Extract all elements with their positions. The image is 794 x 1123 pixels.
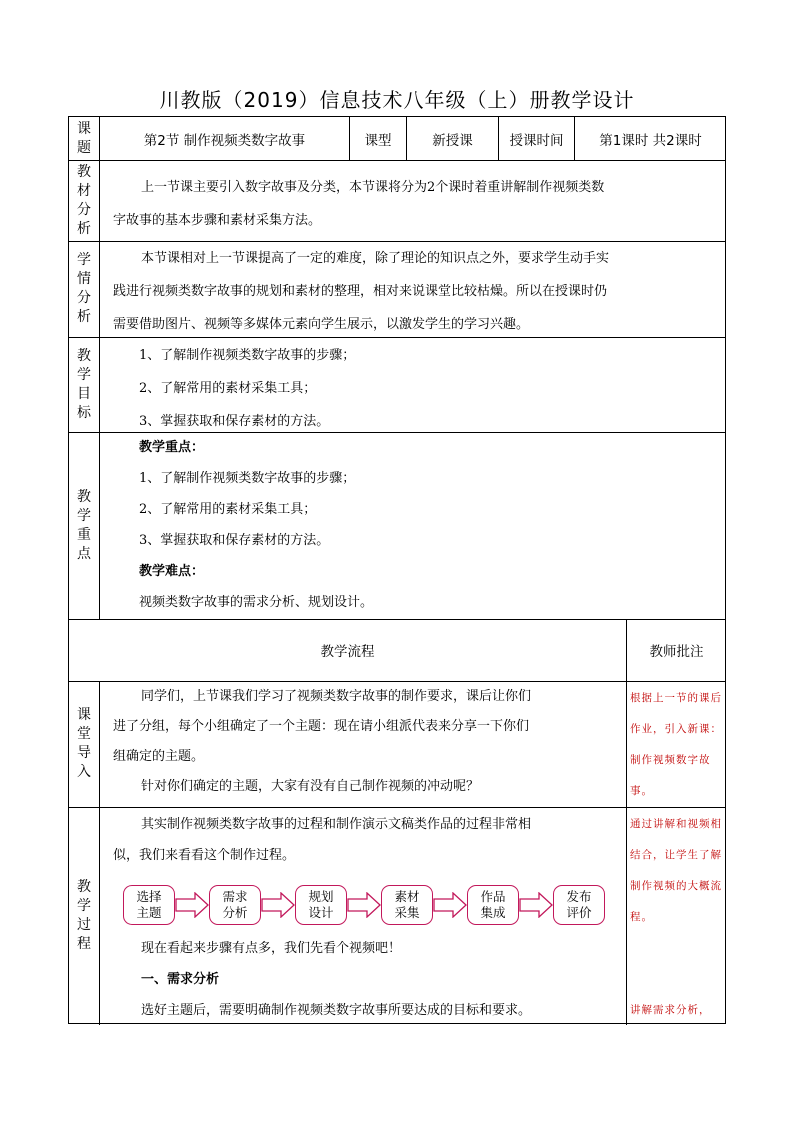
difficulty-heading: 教学难点： — [139, 564, 205, 579]
teaching-process-heading: 教学流程 — [320, 644, 375, 660]
flow-step: 选择 主题 — [123, 885, 175, 925]
label-topic: 课题 — [77, 120, 91, 156]
label-teaching-goals: 教学目标 — [77, 347, 91, 421]
lesson-title: 第2节 制作视频类数字故事 — [143, 132, 306, 149]
key-point-item: 2、了解常用的素材采集工具； — [139, 502, 317, 517]
type-value: 新授课 — [432, 132, 473, 149]
right-arrow-icon — [261, 892, 295, 918]
right-arrow-icon — [175, 892, 209, 918]
label-teaching-focus: 教学重点 — [77, 488, 91, 562]
time-value: 第1课时 共2课时 — [599, 132, 702, 149]
teacher-notes-heading: 教师批注 — [649, 644, 704, 660]
difficulty-text: 视频类数字故事的需求分析、规划设计。 — [139, 595, 374, 610]
key-points-heading: 教学重点： — [139, 440, 205, 455]
right-arrow-icon — [519, 892, 553, 918]
material-analysis-text: 上一节课主要引入数字故事及分类，本节课将分为2个课时着重讲解制作视频类数 字故事的基本步骤和素材采集方法。 — [113, 180, 605, 228]
flow-step: 规划 设计 — [295, 885, 347, 925]
flow-step: 作品 集成 — [467, 885, 519, 925]
document-title: 川教版（2019）信息技术八年级（上）册教学设计 — [159, 88, 635, 112]
process-teacher-note-2: 讲解需求分析， — [630, 1004, 711, 1016]
key-point-item: 3、掌握获取和保存素材的方法。 — [139, 533, 330, 548]
right-arrow-icon — [433, 892, 467, 918]
process-continued-text: 现在看起来步骤有点多，我们先看个视频吧！ 一、需求分析 选好主题后，需要明确制作视频类数字故事所要达成的目标和要求。 — [113, 933, 623, 1026]
flow-step: 素材 采集 — [381, 885, 433, 925]
teaching-goals-list — [139, 339, 745, 438]
process-intro-text: 其实制作视频类数字故事的过程和制作演示文稿类作品的过程非常相 似，我们来看看这个制作过程。 — [113, 817, 532, 863]
col-divider — [99, 117, 100, 619]
col-divider — [99, 681, 100, 1025]
intro-teacher-note: 根据上一节的课后作业，引入新课：制作视频数字故事。 — [630, 692, 722, 797]
label-teaching-process: 教学过程 — [77, 879, 91, 952]
key-point-item: 1、了解制作视频类数字故事的步骤； — [139, 471, 356, 486]
student-analysis-text: 本节课相对上一节课提高了一定的难度，除了理论的知识点之外，要求学生动手实 践进行视频类数字故事的规划和素材的整理，相对来说课堂比较枯燥。所以在授课时仍 需要借助图片、视频等多媒体元素向学生展示，以激发学生的学习兴趣。 — [113, 251, 610, 332]
goal-item: 1、了解制作视频类数字故事的步骤； — [139, 348, 356, 363]
label-material-analysis: 教材分析 — [77, 163, 91, 237]
section-subheading: 一、需求分析 — [141, 972, 220, 987]
time-label: 授课时间 — [509, 132, 564, 149]
lesson-plan-table — [68, 116, 726, 1024]
process-teacher-note: 通过讲解和视频相结合，让学生了解制作视频的大概流程。 — [630, 818, 722, 923]
label-class-intro: 课堂导入 — [77, 707, 91, 780]
type-label: 课型 — [364, 132, 392, 149]
flow-step: 发布 评价 — [553, 885, 605, 925]
teaching-focus-text — [139, 432, 745, 618]
goal-item: 3、掌握获取和保存素材的方法。 — [139, 414, 330, 429]
row-divider — [69, 160, 725, 161]
class-intro-text: 同学们，上节课我们学习了视频类数字故事的制作要求，课后让你们 进了分组，每个小组确定了一个主题：现在请小组派代表来分享一下你们 组确定的主题。 针对你们确定的主题，大家有没有自己制作视频的冲动呢？ — [113, 689, 532, 794]
right-arrow-icon — [347, 892, 381, 918]
label-student-analysis: 学情分析 — [77, 252, 91, 325]
goal-item: 2、了解常用的素材采集工具； — [139, 381, 317, 396]
flow-step: 需求 分析 — [209, 885, 261, 925]
